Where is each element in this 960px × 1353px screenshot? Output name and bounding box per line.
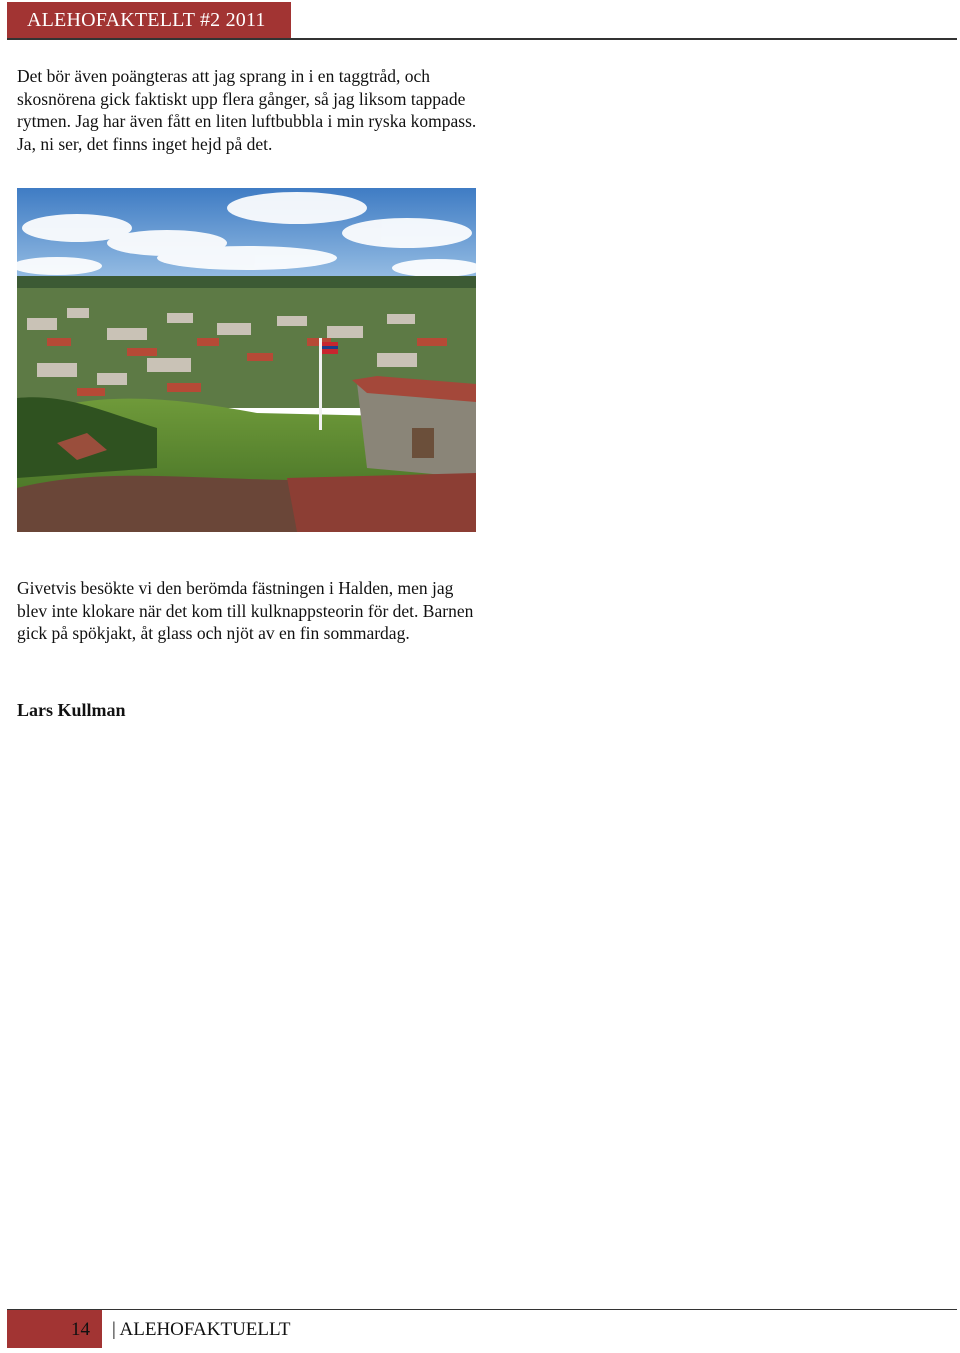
author-signature: Lars Kullman (17, 700, 126, 720)
footer-publication-title: | ALEHOFAKTUELLT (112, 1319, 291, 1340)
running-header-title: ALEHOFAKTELLT #2 2011 (7, 2, 291, 38)
header-divider (7, 38, 957, 40)
article-paragraph-2: Givetvis besökte vi den berömda fästningen i Halden, men jag blev inte klokare när det kom till kulknappsteorin för det. Barnen gick på spökjakt, åt glass och njöt av en fin sommardag. (17, 578, 474, 644)
fortress-town-photo (17, 188, 476, 532)
page-number: 14 (7, 1310, 102, 1348)
article-paragraph-1: Det bör även poängteras att jag sprang in i en taggtråd, och skosnörena gick faktiskt upp flera gånger, så jag liksom tappade rytmen. Jag har även fått en liten luftbubbla i min ryska kompass. Ja, ni ser, det finns inget hejd på det. (17, 66, 477, 154)
